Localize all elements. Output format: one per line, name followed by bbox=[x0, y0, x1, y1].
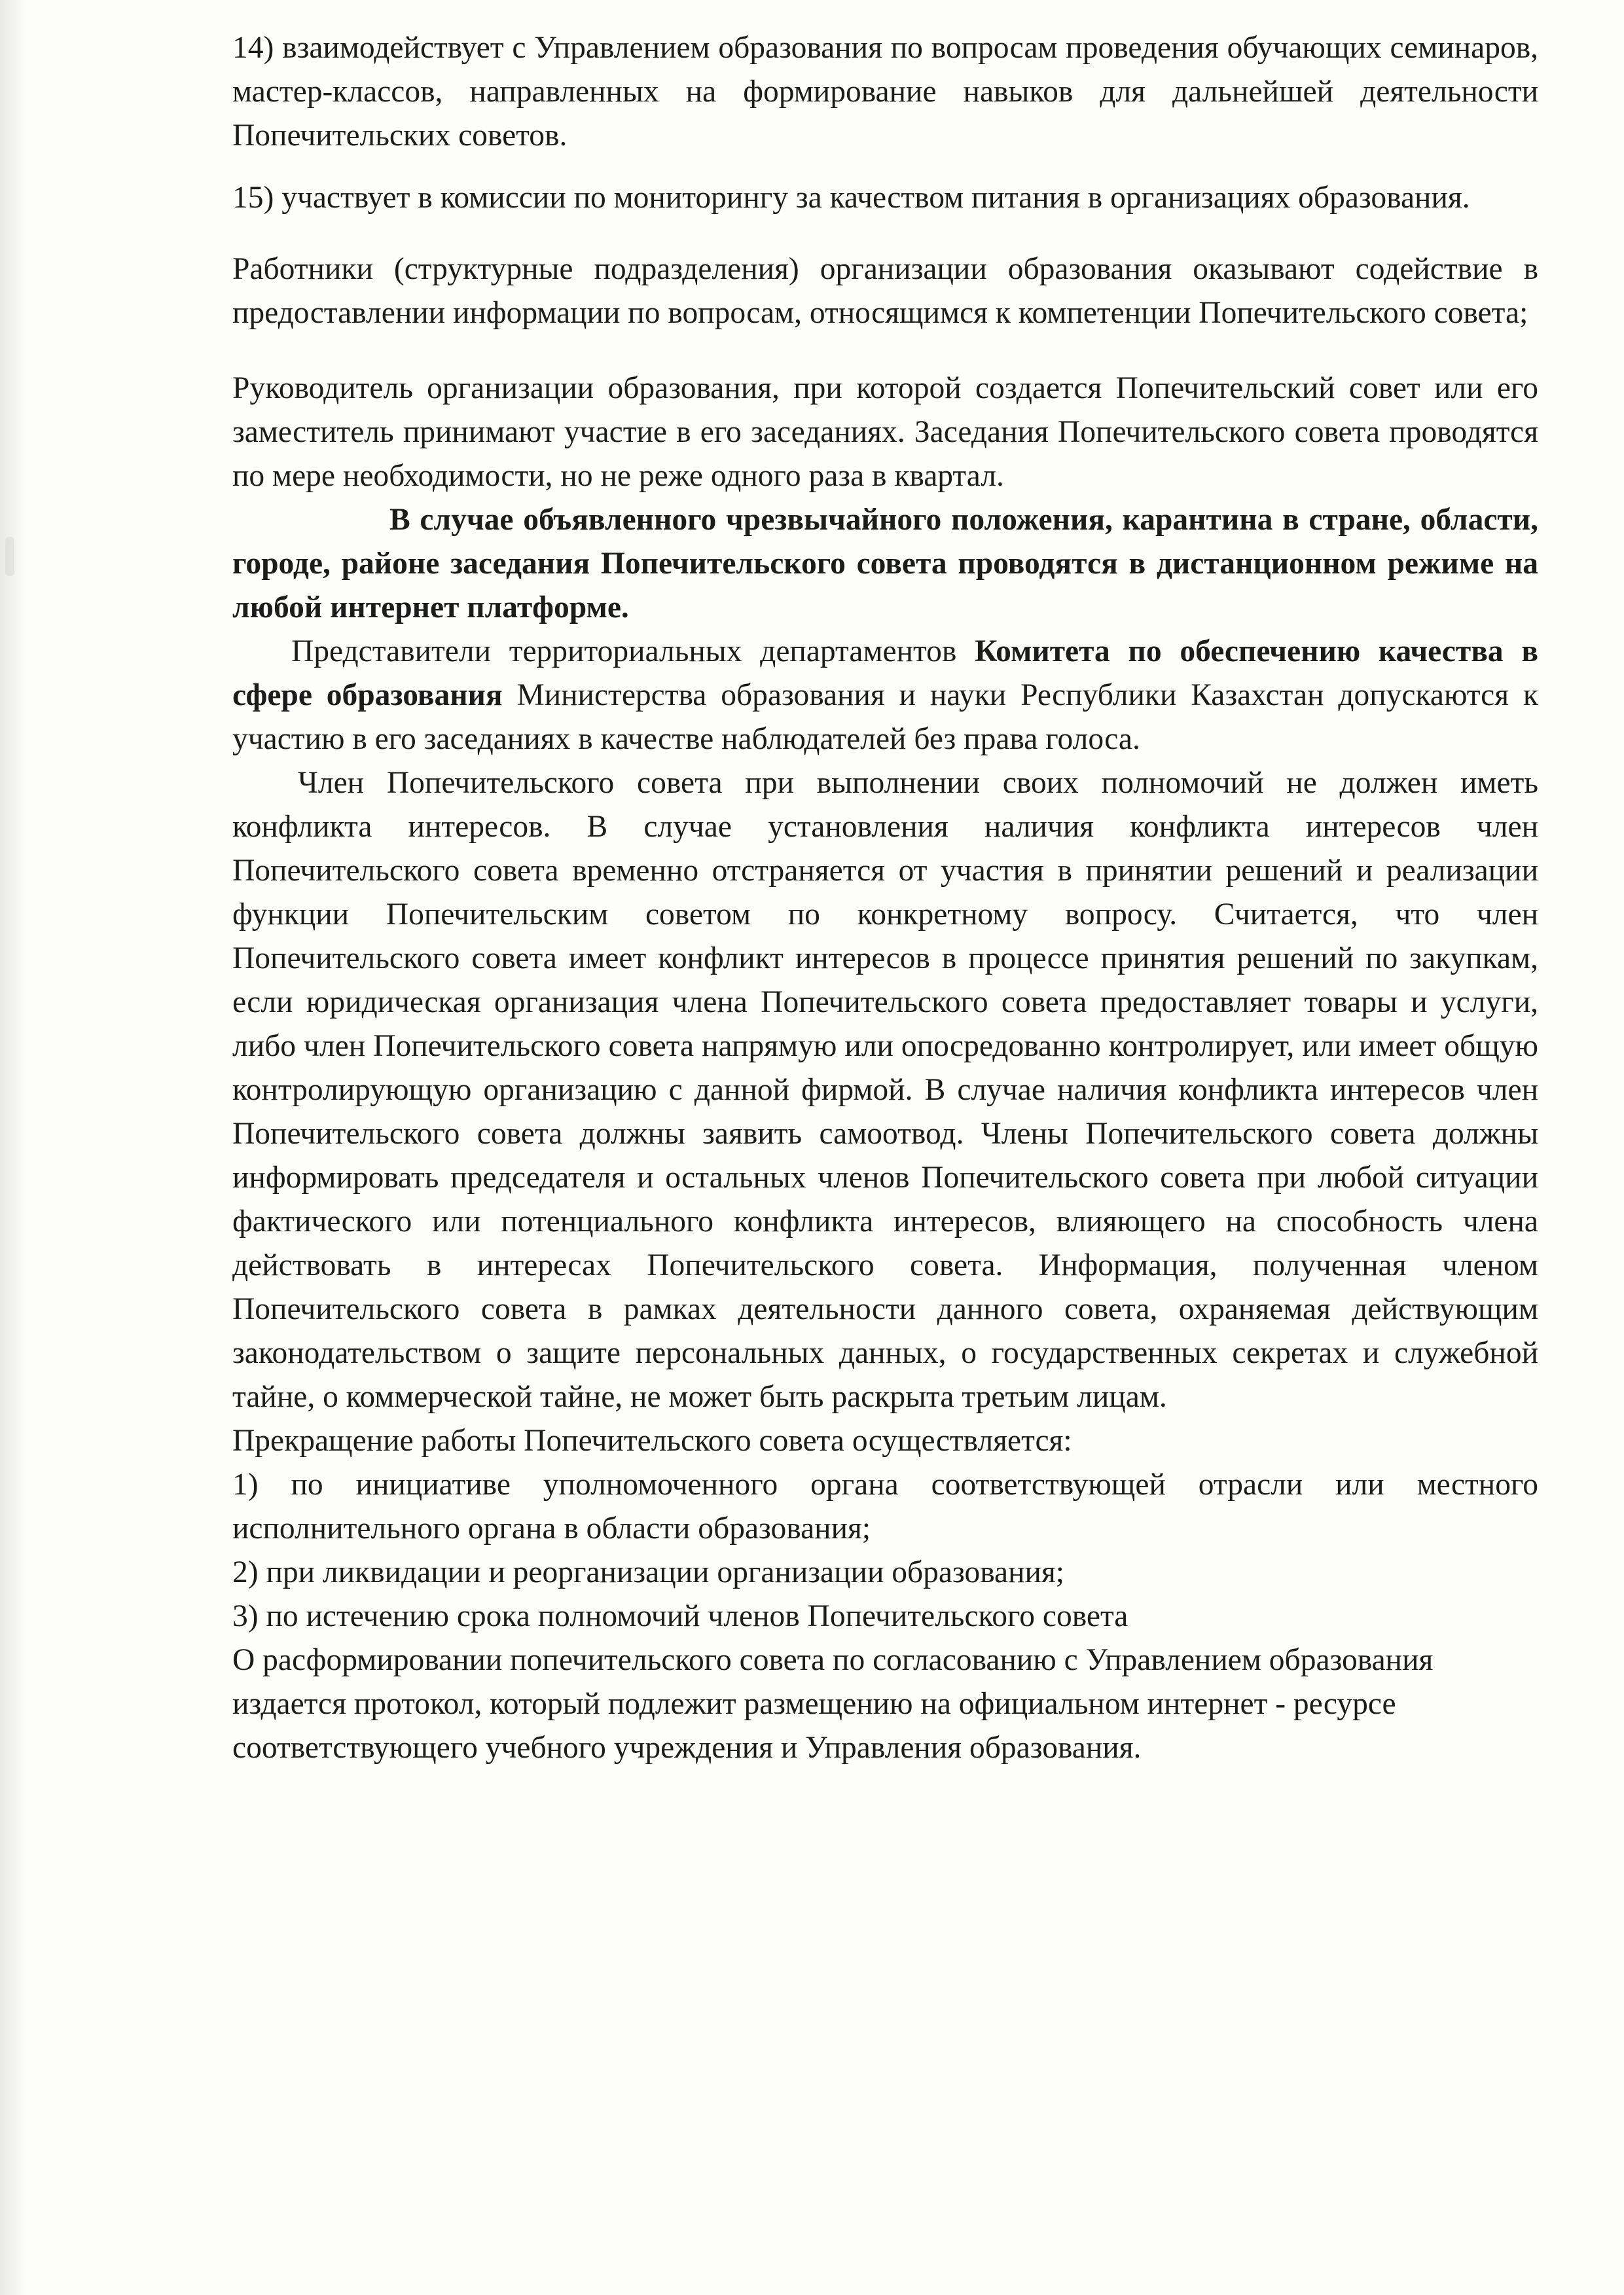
paragraph-termination-intro: Прекращение работы Попечительского совета осуществляется: bbox=[232, 1424, 1072, 1458]
paragraph-staff-assistance: Работники (структурные подразделения) организации образования оказывают содействие в предоставлении информации по вопросам, относящимся к компетенции Попечительского совета; bbox=[232, 252, 1538, 330]
committee-name: Комитета по обеспечению качества в сфере образования bbox=[232, 634, 1538, 712]
paragraph-item-15: 15) участвует в комиссии по мониторингу за качеством питания в организациях образования. bbox=[232, 181, 1470, 215]
paragraph-item-14: 14) взаимодействует с Управлением образования по вопросам проведения обучающих семинаров, мастер-классов, направленных на формирование навыков для дальнейшей деятельности Попечительских советов. bbox=[232, 31, 1538, 153]
representatives-text-end: Министерства образования и науки Республики Казахстан допускаются к участию в его заседаниях в качестве наблюдателей без права голоса. bbox=[232, 678, 1538, 756]
paragraph-emergency-mode: В случае объявленного чрезвычайного положения, карантина в стране, области, городе, районе заседания Попечительского совета проводятся в дистанционном режиме на любой интернет платформе. bbox=[232, 503, 1538, 624]
paragraph-representatives bbox=[232, 630, 1538, 761]
document-body bbox=[232, 26, 1538, 1770]
paragraph-head-participation: Руководитель организации образования, при которой создается Попечительский совет или его заместитель принимают участие в его заседаниях. Заседания Попечительского совета проводятся по мере необходимости, но не реже одного раза в квартал. bbox=[232, 371, 1538, 493]
list-item-termination-3: 3) по истечению срока полномочий членов Попечительского совета bbox=[232, 1599, 1128, 1633]
representatives-text-start: Представители территориальных департаментов bbox=[291, 634, 975, 668]
list-item-termination-2: 2) при ликвидации и реорганизации организации образования; bbox=[232, 1555, 1064, 1589]
paragraph-conflict-of-interest: Член Попечительского совета при выполнении своих полномочий не должен иметь конфликта интересов. В случае установления наличия конфликта интересов член Попечительского совета временно отстраняется от участия в принятии решений и реализации функции Попечительским советом по конкретному вопросу. Считается, что член Попечительского совета имеет конфликт интересов в процессе принятия решений по закупкам, если юридическая организация члена Попечительского совета предоставляет товары и услуги, либо член Попечительского совета напрямую или опосредованно контролирует, или имеет общую контролирующую организацию с данной фирмой. В случае наличия конфликта интересов член Попечительского совета должны заявить самоотвод. Члены Попечительского совета должны информировать председателя и остальных членов Попечительского совета при любой ситуации фактического или потенциального конфликта интересов, влияющего на способность члена действовать в интересах Попечительского совета. Информация, полученная членом Попечительского совета в рамках деятельности данного совета, охраняемая действующим законодательством о защите персональных данных, о государственных секретах и служебной тайне, о коммерческой тайне, не может быть раскрыта третьим лицам. bbox=[232, 766, 1538, 1414]
paragraph-dissolution: О расформировании попечительского совета по согласованию с Управлением образования издается протокол, который подлежит размещению на официальном интернет - ресурсе соответствующего учебного учреждения и Управления образования. bbox=[232, 1643, 1434, 1765]
list-item-termination-1: 1) по инициативе уполномоченного органа соответствующей отрасли или местного исполнительного органа в области образования; bbox=[232, 1468, 1538, 1545]
scan-edge-shadow bbox=[0, 0, 25, 2295]
scan-artifact bbox=[5, 537, 14, 576]
